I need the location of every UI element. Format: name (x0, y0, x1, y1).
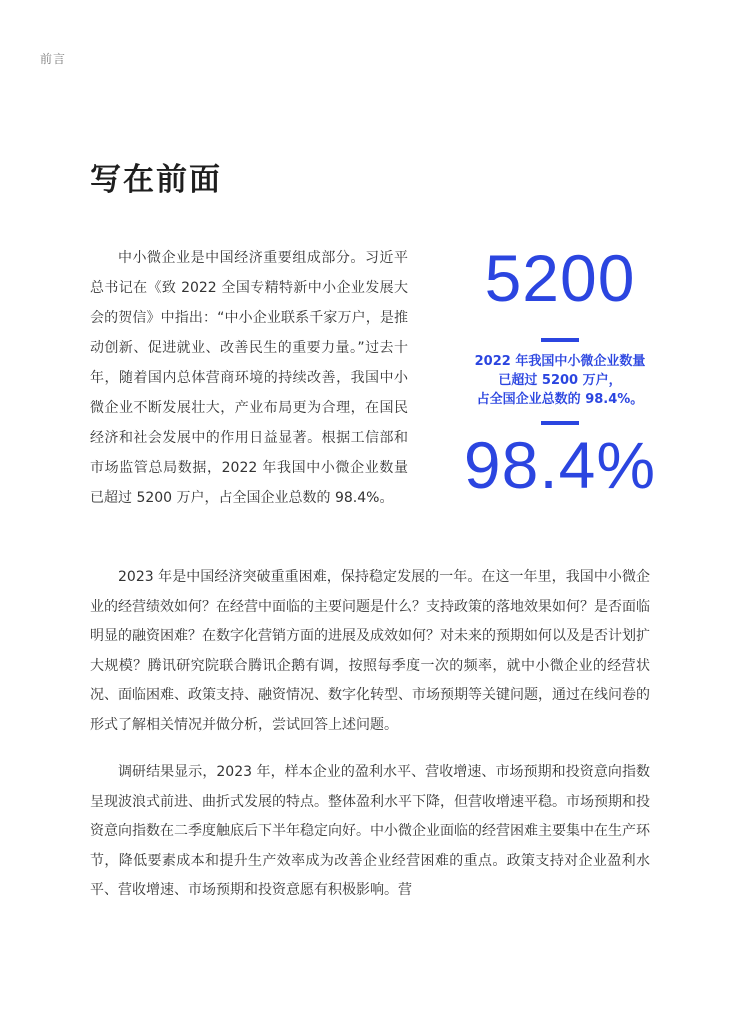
stat-caption-line: 已超过 5200 万户， (498, 373, 622, 388)
stat-caption-line: 占全国企业总数的 98.4%。 (476, 392, 644, 407)
stats-callout (460, 238, 660, 505)
stat-caption-line: 2022 年我国中小微企业数量 (474, 354, 646, 369)
enterprise-count-figure: 5200 (484, 241, 636, 315)
body-paragraph: 调研结果显示，2023 年，样本企业的盈利水平、营收增速、市场预期和投资意向指数呈现波浪式前进、曲折式发展的特点。整体盈利水平下降，但营收增速平稳。市场预期和投资意向指数在二季度触底后下半年稳定向好。中小微企业面临的经营困难主要集中在生产环节，降低要素成本和提升生产效率成为改善企业经营困难的重点。政策支持对企业盈利水平、营收增速、市场预期和投资意愿有积极影响。营 (90, 764, 650, 898)
section-label: 前言 (40, 52, 67, 66)
body-paragraph: 2023 年是中国经济突破重重困难，保持稳定发展的一年。在这一年里，我国中小微企业的经营绩效如何？在经营中面临的主要问题是什么？支持政策的落地效果如何？是否面临明显的融资困难？在数字化营销方面的进展及成效如何？对未来的预期如何以及是否计划扩大规模？腾讯研究院联合腾讯企鹅有调，按照每季度一次的频率，就中小微企业的经营状况、面临困难、政策支持、融资情况、数字化转型、市场预期等关键问题，通过在线问卷的形式了解相关情况并做分析，尝试回答上述问题。 (90, 569, 650, 733)
page-title: 写在前面 (90, 162, 222, 198)
stat-caption (460, 352, 660, 409)
intro-paragraph: 中小微企业是中国经济重要组成部分。习近平总书记在《致 2022 全国专精特新中小企业发展大会的贺信》中指出：“中小企业联系千家万户，是推动创新、促进就业、改善民生的重要力量。”过去十年，随着国内总体营商环境的持续改善，我国中小微企业不断发展壮大，产业布局更为合理，在国民经济和社会发展中的作用日益显著。根据工信部和市场监管总局数据，2022 年我国中小微企业数量已超过 5200 万户，占全国企业总数的 98.4%。 (90, 250, 408, 506)
divider-dash (541, 338, 579, 342)
enterprise-share-figure: 98.4% (463, 428, 657, 502)
